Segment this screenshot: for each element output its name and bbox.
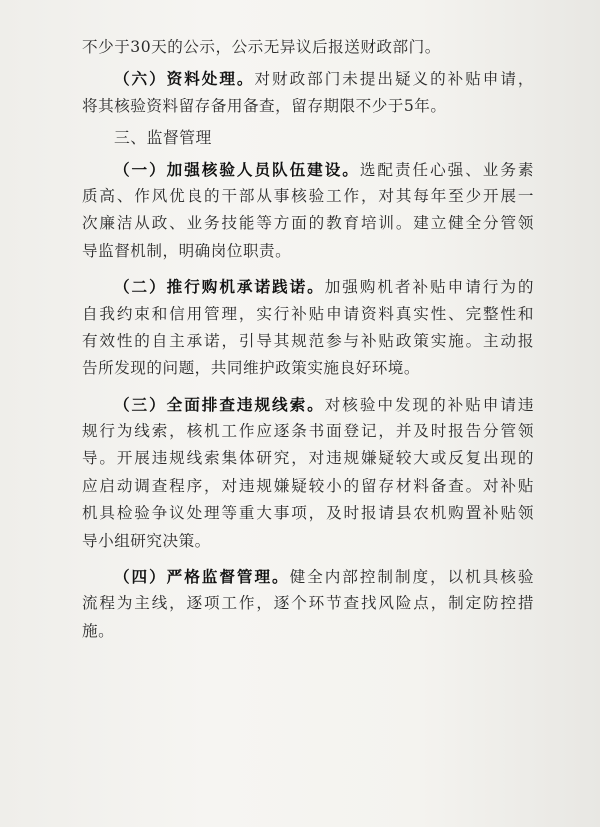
paragraph-3-first-line (82, 391, 534, 418)
paragraph-3-label: （三）全面排查违规线索。 (114, 394, 325, 414)
paragraph-4-first-line (82, 563, 534, 590)
paragraph-4-label: （四）严格监督管理。 (114, 567, 290, 587)
paragraph-1-label: （一）加强核验人员队伍建设。 (114, 159, 360, 179)
text-line: 施。 (82, 621, 115, 640)
text-line: 导。开展违规线索集体研究，对违规嫌疑较大或反复出现的 (82, 449, 534, 468)
paragraph-2-text: 加强购机者补贴申请行为的 (324, 278, 534, 297)
text-line: 自我约束和信用管理，实行补贴申请资料真实性、完整性和 (82, 304, 534, 323)
text-line: 导监督机制，明确岗位职责。 (82, 241, 292, 260)
section-3-title: 三、监督管理 (114, 128, 212, 148)
text-line: 有效性的自主承诺，引导其规范参与补贴政策实施。主动报 (82, 331, 534, 350)
text-line: 导小组研究决策。 (82, 531, 211, 550)
text-line: 流程为主线，逐项工作，逐个环节查找风险点，制定防控措 (82, 594, 534, 613)
paragraph-6-label: （六）资料处理。 (114, 69, 255, 89)
text-line: 应启动调查程序，对违规嫌疑较小的留存材料备查。对补贴 (82, 476, 534, 495)
paragraph-3-text: 对核验中发现的补贴申请违 (324, 395, 534, 414)
text-line: 次廉洁从政、业务技能等方面的教育培训。建立健全分管领 (82, 214, 534, 233)
text-line: 不少于30天的公示，公示无异议后报送财政部门。 (82, 38, 441, 56)
text-line: 告所发现的问题，共同维护政策实施良好环境。 (82, 359, 420, 378)
text-line: 将其核验资料留存备用备查，留存期限不少于5年。 (82, 96, 447, 115)
text-line: 规行为线索，核机工作应逐条书面登记，并及时报告分管领 (82, 422, 534, 441)
paragraph-1-first-line (82, 156, 534, 183)
paragraph-6-first-line (82, 65, 534, 92)
text-line: 质高、作风优良的干部从事核验工作，对其每年至少开展一 (82, 186, 534, 205)
paragraph-2-label: （二）推行购机承诺践诺。 (114, 277, 325, 297)
paragraph-2-first-line (82, 273, 534, 300)
paragraph-1-text: 选配责任心强、业务素 (359, 160, 534, 179)
paragraph-6-text: 对财政部门未提出疑义的补贴申请， (254, 70, 534, 89)
paragraph-4-text: 健全内部控制制度，以机具核验 (289, 568, 534, 587)
text-line: 机具检验争议处理等重大事项，及时报请县农机购置补贴领 (82, 504, 534, 523)
